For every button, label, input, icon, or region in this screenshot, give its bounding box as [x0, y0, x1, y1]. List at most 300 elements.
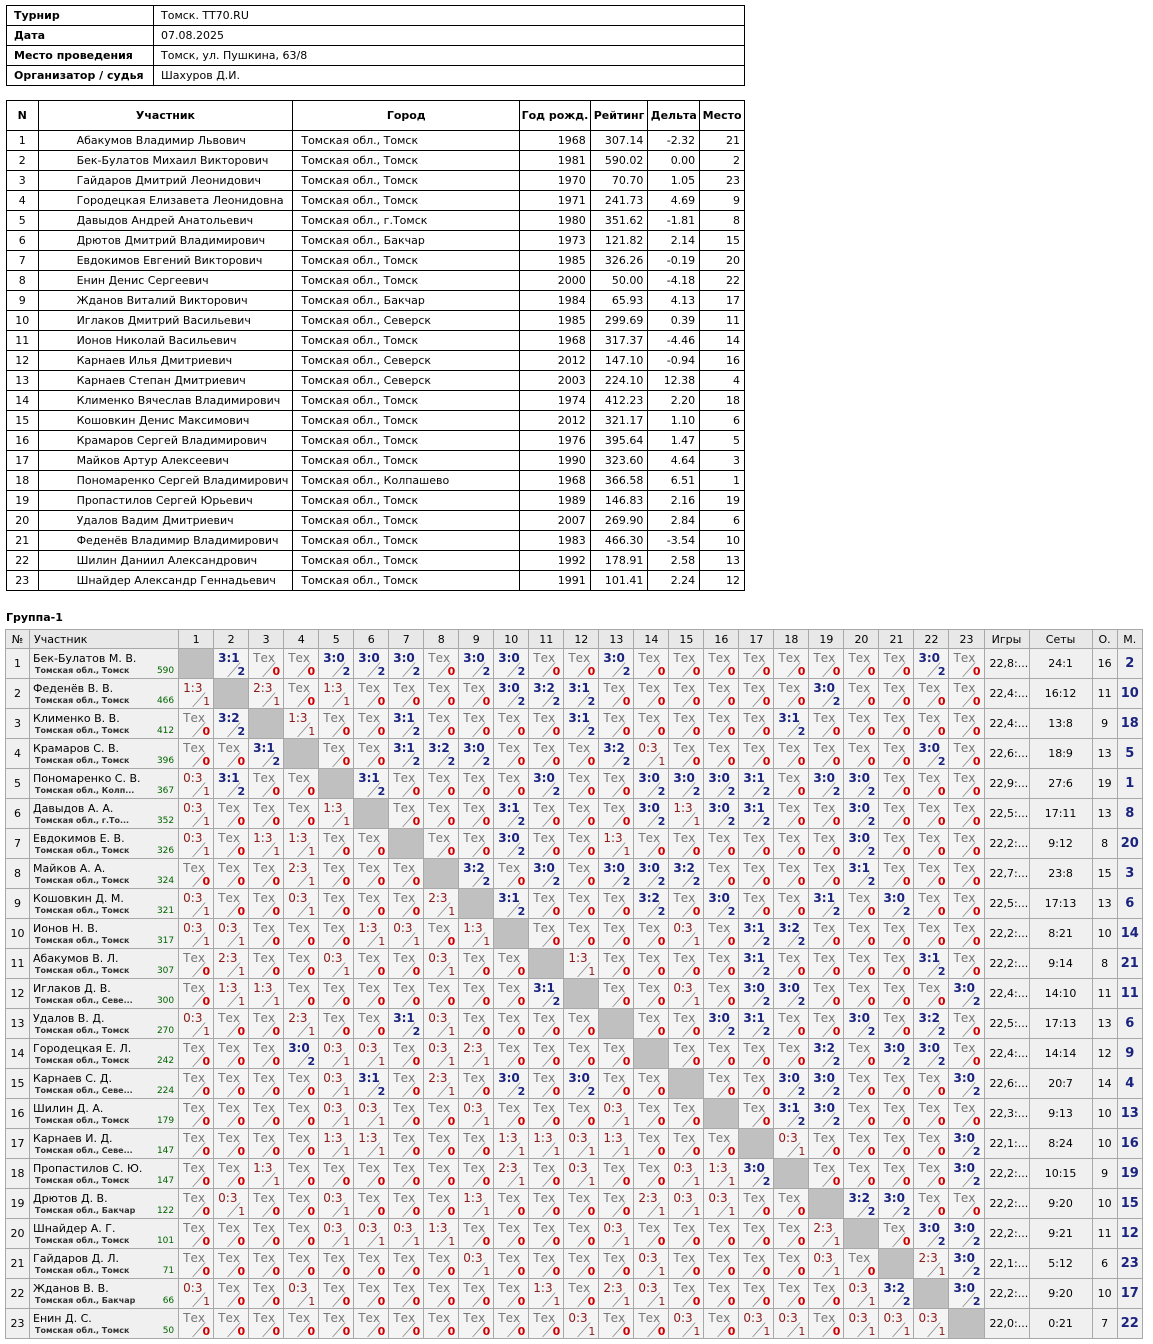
match-result-cell [494, 1009, 529, 1039]
match-result-cell [424, 1219, 459, 1249]
match-points: 0 [692, 1265, 701, 1278]
diagonal-cell [634, 1039, 669, 1069]
match-points: 0 [517, 1115, 526, 1128]
match-points: 0 [202, 995, 211, 1008]
match-result-cell [494, 1279, 529, 1309]
match-result-cell [844, 1129, 879, 1159]
participant-delta: 0.39 [648, 311, 700, 331]
match-score: 1:3 [673, 801, 693, 815]
player-cell [30, 1189, 179, 1219]
match-score: 3:1 [253, 741, 275, 755]
participant-city: Томская обл., Томск [293, 491, 520, 511]
match-result-cell [319, 1069, 354, 1099]
match-result-cell [389, 739, 424, 769]
match-result-cell [669, 949, 704, 979]
match-score: Тех [848, 981, 871, 995]
match-result-cell [529, 919, 564, 949]
match-result-cell [564, 829, 599, 859]
match-score: 1:3 [323, 801, 343, 815]
match-points: 0 [622, 995, 631, 1008]
match-score: Тех [638, 1071, 661, 1085]
participant-delta: -4.18 [648, 271, 700, 291]
match-result-cell [354, 829, 389, 859]
match-result-cell [389, 1099, 424, 1129]
match-score: 0:3 [463, 1101, 483, 1115]
match-score: Тех [253, 1101, 275, 1115]
participant-delta: -1.81 [648, 211, 700, 231]
match-points: 0 [657, 995, 666, 1008]
match-result-cell [319, 829, 354, 859]
match-score: Тех [708, 711, 731, 725]
match-result-cell [564, 1249, 599, 1279]
match-result-cell [319, 889, 354, 919]
match-result-cell [459, 1279, 494, 1309]
results-row [6, 1039, 1143, 1069]
match-result-cell [879, 1039, 914, 1069]
participant-city: Томская обл., Бакчар [293, 231, 520, 251]
match-score: Тех [393, 1191, 416, 1205]
match-result-cell [179, 859, 214, 889]
match-score: Тех [253, 1131, 275, 1145]
match-score: Тех [918, 831, 941, 845]
player-rating: 590 [156, 666, 175, 676]
match-result-cell [774, 1039, 809, 1069]
match-result-cell [179, 919, 214, 949]
match-result-cell [599, 1249, 634, 1279]
match-score: Тех [183, 1041, 205, 1055]
match-score: Тех [253, 1251, 275, 1265]
match-points: 1 [308, 875, 316, 888]
match-result-cell [424, 1249, 459, 1279]
participant-birth-year: 1983 [520, 531, 591, 551]
match-result-cell [284, 949, 319, 979]
participant-place: 1 [700, 471, 745, 491]
match-result-cell [284, 679, 319, 709]
match-points: 0 [307, 815, 316, 828]
match-score: 3:2 [813, 1041, 835, 1055]
match-result-cell [354, 1129, 389, 1159]
player-city: Томская обл., Томск [35, 906, 130, 915]
match-score: Тех [883, 1101, 906, 1115]
row-number: 3 [6, 709, 30, 739]
diagonal-cell [599, 1009, 634, 1039]
match-score: 3:0 [498, 831, 520, 845]
match-result-cell [494, 979, 529, 1009]
player-points: 9 [1092, 709, 1117, 739]
match-score: Тех [883, 861, 906, 875]
match-points: 0 [587, 1025, 596, 1038]
match-points: 0 [202, 875, 211, 888]
match-points: 2 [902, 905, 911, 918]
participant-rating: 366.58 [590, 471, 648, 491]
match-result-cell [319, 1189, 354, 1219]
match-result-cell [284, 1219, 319, 1249]
match-result-cell [599, 889, 634, 919]
match-result-cell [319, 679, 354, 709]
match-points: 0 [797, 875, 806, 888]
match-score: 1:3 [533, 1131, 553, 1145]
match-points: 0 [482, 815, 491, 828]
match-score: Тех [428, 1251, 451, 1265]
match-score: Тех [323, 1161, 346, 1175]
match-result-cell [214, 979, 249, 1009]
match-score: 3:0 [953, 1071, 975, 1085]
participant-name: Удалов Вадим Дмитриевич [38, 511, 293, 531]
player-sets: 8:21 [1029, 919, 1092, 949]
match-points: 1 [868, 1325, 876, 1338]
match-points: 0 [482, 1325, 491, 1338]
player-games: 22,1:... [984, 1129, 1029, 1159]
match-points: 0 [272, 665, 281, 678]
match-score: Тех [393, 1101, 416, 1115]
match-points: 0 [797, 755, 806, 768]
match-score: Тех [638, 981, 661, 995]
match-score: Тех [883, 651, 906, 665]
match-score: Тех [428, 1131, 451, 1145]
match-score: Тех [183, 711, 205, 725]
match-points: 0 [237, 1085, 246, 1098]
match-points: 0 [237, 815, 246, 828]
match-points: 0 [622, 695, 631, 708]
results-row [6, 1279, 1143, 1309]
match-result-cell [739, 1159, 774, 1189]
participant-number: 20 [7, 511, 39, 531]
header-opponent-2: 2 [214, 630, 249, 649]
match-result-cell [704, 769, 739, 799]
match-points: 0 [867, 1085, 876, 1098]
match-result-cell [494, 889, 529, 919]
match-score: 0:3 [848, 1281, 868, 1295]
participant-place: 18 [700, 391, 745, 411]
match-points: 2 [727, 815, 736, 828]
match-score: Тех [533, 801, 556, 815]
match-result-cell [634, 1309, 669, 1339]
player-games: 22,2:... [984, 1189, 1029, 1219]
match-points: 2 [587, 725, 596, 738]
match-result-cell [319, 1309, 354, 1339]
player-points: 10 [1092, 1279, 1117, 1309]
match-points: 0 [867, 1115, 876, 1128]
match-result-cell [809, 1279, 844, 1309]
match-score: 3:2 [848, 1191, 870, 1205]
match-result-cell [669, 919, 704, 949]
match-score: 3:0 [813, 1071, 835, 1085]
match-score: 3:0 [323, 651, 345, 665]
participant-delta: 1.05 [648, 171, 700, 191]
match-points: 0 [972, 785, 981, 798]
match-score: Тех [883, 1131, 906, 1145]
player-rating: 300 [156, 996, 175, 1006]
match-result-cell [914, 739, 949, 769]
match-points: 2 [972, 1235, 981, 1248]
player-games: 22,5:... [984, 889, 1029, 919]
match-result-cell [179, 979, 214, 1009]
diagonal-cell [879, 1249, 914, 1279]
match-score: 1:3 [428, 1221, 448, 1235]
player-name: Шилин Д. А. [33, 1102, 104, 1115]
match-result-cell [704, 859, 739, 889]
participant-rating: 412.23 [590, 391, 648, 411]
match-score: 3:2 [603, 741, 625, 755]
participant-place: 20 [700, 251, 745, 271]
match-score: 3:1 [218, 651, 240, 665]
match-score: Тех [743, 681, 766, 695]
match-points: 0 [482, 725, 491, 738]
match-points: 2 [797, 1085, 806, 1098]
player-place: 4 [1117, 1069, 1142, 1099]
match-score: Тех [953, 651, 976, 665]
match-score: Тех [288, 1251, 311, 1265]
match-result-cell [424, 769, 459, 799]
match-result-cell [914, 1219, 949, 1249]
match-result-cell [179, 1249, 214, 1279]
participant-name: Городецкая Елизавета Леонидовна [38, 191, 293, 211]
match-score: Тех [183, 1251, 205, 1265]
match-points: 2 [307, 1055, 316, 1068]
match-score: Тех [708, 1071, 731, 1085]
player-rating: 352 [156, 816, 175, 826]
match-points: 2 [972, 1145, 981, 1158]
match-points: 0 [797, 665, 806, 678]
match-points: 0 [832, 1025, 841, 1038]
match-points: 0 [342, 935, 351, 948]
match-points: 0 [692, 845, 701, 858]
match-result-cell [354, 979, 389, 1009]
match-result-cell [844, 1159, 879, 1189]
match-result-cell [214, 1069, 249, 1099]
match-score: 1:3 [708, 1161, 728, 1175]
match-score: Тех [673, 711, 696, 725]
match-score: 1:3 [288, 831, 308, 845]
match-points: 0 [867, 665, 876, 678]
match-points: 0 [972, 1025, 981, 1038]
match-points: 1 [798, 1325, 806, 1338]
match-score: 3:1 [743, 921, 765, 935]
match-points: 0 [202, 725, 211, 738]
match-points: 0 [797, 1205, 806, 1218]
match-score: 3:0 [638, 801, 660, 815]
match-result-cell [389, 919, 424, 949]
match-score: 1:3 [218, 981, 238, 995]
match-score: Тех [183, 741, 205, 755]
match-result-cell [914, 1309, 949, 1339]
participant-city: Томская обл., Томск [293, 191, 520, 211]
match-score: 3:0 [498, 1071, 520, 1085]
match-points: 0 [902, 1235, 911, 1248]
match-result-cell [494, 859, 529, 889]
match-result-cell [669, 1009, 704, 1039]
player-place: 10 [1117, 679, 1142, 709]
match-score: Тех [778, 681, 801, 695]
match-result-cell [914, 1249, 949, 1279]
match-points: 1 [833, 1235, 841, 1248]
match-score: Тех [533, 1011, 556, 1025]
player-name: Евдокимов Е. В. [33, 832, 125, 845]
participant-number: 16 [7, 431, 39, 451]
match-points: 1 [623, 845, 631, 858]
match-points: 0 [797, 1295, 806, 1308]
match-score: Тех [218, 1161, 240, 1175]
participant-number: 11 [7, 331, 39, 351]
match-score: Тех [708, 1281, 731, 1295]
participant-row [7, 411, 745, 431]
match-result-cell [879, 829, 914, 859]
participant-birth-year: 1971 [520, 191, 591, 211]
match-score: Тех [918, 891, 941, 905]
participant-birth-year: 2012 [520, 411, 591, 431]
match-points: 0 [692, 905, 701, 918]
match-score: Тех [638, 651, 661, 665]
match-result-cell [459, 1159, 494, 1189]
header-number: № [6, 630, 30, 649]
player-name: Иглаков Д. В. [33, 982, 111, 995]
match-score: Тех [288, 651, 311, 665]
match-points: 1 [693, 995, 701, 1008]
match-points: 0 [237, 1115, 246, 1128]
match-result-cell [494, 1159, 529, 1189]
match-score: 0:3 [183, 831, 203, 845]
match-points: 1 [483, 1265, 491, 1278]
match-points: 2 [622, 665, 631, 678]
participant-place: 3 [700, 451, 745, 471]
header-opponent-16: 16 [704, 630, 739, 649]
match-points: 2 [867, 1025, 876, 1038]
match-result-cell [739, 1039, 774, 1069]
match-result-cell [599, 1309, 634, 1339]
match-points: 2 [692, 785, 701, 798]
header-points: О. [1092, 630, 1117, 649]
row-number: 7 [6, 829, 30, 859]
player-sets: 23:8 [1029, 859, 1092, 889]
match-points: 1 [448, 965, 456, 978]
player-games: 22,2:... [984, 1279, 1029, 1309]
match-score: 0:3 [183, 771, 203, 785]
participant-place: 10 [700, 531, 745, 551]
match-score: 2:3 [428, 1071, 448, 1085]
player-city: Томская обл., Томск [35, 966, 130, 975]
match-score: 3:0 [953, 1281, 975, 1295]
match-points: 2 [937, 1025, 946, 1038]
player-name: Феденёв В. В. [33, 682, 114, 695]
participant-row [7, 551, 745, 571]
match-points: 0 [832, 845, 841, 858]
match-result-cell [739, 859, 774, 889]
match-result-cell [704, 949, 739, 979]
match-result-cell [284, 1159, 319, 1189]
match-points: 1 [238, 1205, 246, 1218]
match-result-cell [739, 1249, 774, 1279]
match-score: 0:3 [673, 1311, 693, 1325]
match-points: 0 [692, 965, 701, 978]
match-score: Тех [813, 921, 836, 935]
match-result-cell [879, 709, 914, 739]
header-games: Игры [984, 630, 1029, 649]
match-result-cell [739, 1009, 774, 1039]
match-points: 2 [797, 995, 806, 1008]
match-result-cell [564, 1189, 599, 1219]
match-points: 2 [762, 935, 771, 948]
match-result-cell [319, 949, 354, 979]
match-result-cell [599, 829, 634, 859]
match-points: 0 [412, 785, 421, 798]
match-score: Тех [463, 801, 486, 815]
info-value: 07.08.2025 [154, 26, 745, 46]
match-result-cell [774, 799, 809, 829]
match-points: 1 [728, 1205, 736, 1218]
match-result-cell [249, 979, 284, 1009]
match-score: 3:0 [498, 681, 520, 695]
match-points: 0 [657, 1025, 666, 1038]
match-points: 0 [587, 935, 596, 948]
match-score: Тех [673, 951, 696, 965]
match-result-cell [599, 919, 634, 949]
match-result-cell [389, 949, 424, 979]
participant-number: 14 [7, 391, 39, 411]
player-sets: 24:1 [1029, 649, 1092, 679]
match-result-cell [564, 1279, 599, 1309]
match-points: 1 [693, 935, 701, 948]
match-result-cell [459, 829, 494, 859]
match-points: 0 [902, 1025, 911, 1038]
match-result-cell [844, 799, 879, 829]
match-result-cell [844, 1189, 879, 1219]
info-label: Организатор / судья [7, 66, 154, 86]
participant-delta: -4.46 [648, 331, 700, 351]
player-sets: 13:8 [1029, 709, 1092, 739]
match-points: 1 [343, 815, 351, 828]
match-result-cell [459, 649, 494, 679]
player-cell [30, 769, 179, 799]
player-rating: 71 [162, 1266, 175, 1276]
match-score: Тех [708, 651, 731, 665]
match-score: 3:0 [743, 1161, 765, 1175]
match-points: 2 [237, 725, 246, 738]
match-points: 0 [412, 1205, 421, 1218]
match-score: Тех [288, 1071, 311, 1085]
match-result-cell [774, 1309, 809, 1339]
match-points: 0 [797, 695, 806, 708]
match-result-cell [774, 679, 809, 709]
match-score: 3:2 [883, 1281, 905, 1295]
match-score: Тех [918, 1161, 941, 1175]
match-points: 0 [307, 965, 316, 978]
match-points: 0 [902, 965, 911, 978]
header-opponent-5: 5 [319, 630, 354, 649]
match-result-cell [249, 1219, 284, 1249]
match-points: 0 [272, 1265, 281, 1278]
match-result-cell [809, 949, 844, 979]
match-points: 0 [412, 1175, 421, 1188]
match-result-cell [354, 1159, 389, 1189]
match-score: Тех [953, 681, 976, 695]
player-rating: 307 [156, 966, 175, 976]
match-score: Тех [288, 1101, 311, 1115]
match-points: 0 [482, 965, 491, 978]
match-result-cell [809, 709, 844, 739]
match-result-cell [599, 1279, 634, 1309]
match-score: Тех [603, 891, 626, 905]
player-city: Томская обл., Севе... [35, 1086, 133, 1095]
diagonal-cell [319, 769, 354, 799]
player-rating: 147 [156, 1176, 175, 1186]
match-result-cell [214, 649, 249, 679]
match-result-cell [459, 679, 494, 709]
participant-birth-year: 2003 [520, 371, 591, 391]
match-points: 2 [867, 875, 876, 888]
match-points: 0 [972, 665, 981, 678]
match-result-cell [459, 1099, 494, 1129]
match-points: 0 [972, 935, 981, 948]
